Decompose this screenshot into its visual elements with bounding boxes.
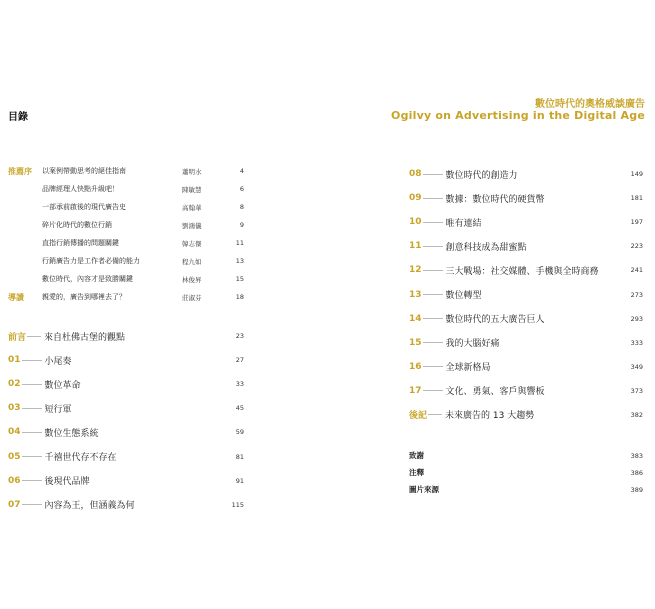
spacer (409, 427, 643, 447)
entry-page: 383 (630, 451, 643, 460)
toc-entry[interactable] (409, 464, 643, 481)
toc-entry[interactable] (8, 420, 244, 444)
toc-entry[interactable] (409, 210, 643, 234)
entry-page: 45 (235, 404, 244, 413)
toc-entry[interactable] (409, 186, 643, 210)
entry-title: 數位時代，內容才是致勝關鍵 (42, 275, 133, 283)
entry-label: 推薦序 (8, 166, 32, 176)
toc-entry[interactable] (409, 355, 643, 379)
leader-line (423, 270, 443, 271)
chapter-title: 數據：數位時代的硬貨幣 (445, 194, 545, 205)
chapter-title: 文化、勇氣、客戶與響板 (445, 387, 545, 398)
chapter-number: 後記 (409, 411, 428, 422)
entry-title: 品牌經理人快點升級吧！ (42, 185, 119, 193)
leader-line (22, 504, 42, 505)
chapter-number: 02 (8, 379, 21, 390)
entry-label: 注釋 (409, 468, 424, 478)
toc-entry[interactable] (8, 469, 244, 493)
toc-entry[interactable] (8, 198, 244, 216)
entry-page: 4 (239, 167, 244, 175)
toc-entry[interactable] (8, 348, 244, 372)
chapter-title: 全球新格局 (445, 363, 491, 374)
leader-line (423, 174, 443, 175)
entry-label: 圖片來源 (409, 485, 439, 495)
toc-entry[interactable] (8, 444, 244, 468)
chapter-title: 來自杜佛古堡的觀點 (44, 332, 126, 343)
toc-entry[interactable] (8, 288, 244, 306)
entry-title: 碎片化時代的數位行銷 (42, 221, 112, 229)
chapter-title: 數位革命 (44, 380, 81, 391)
entry-label: 導讀 (8, 292, 24, 302)
toc-entry[interactable] (8, 162, 244, 180)
entry-title: 以案例帶動思考的絕佳指南 (42, 167, 126, 175)
leader-line (423, 222, 443, 223)
leader-line (27, 336, 41, 337)
leader-line (22, 480, 42, 481)
toc-entry[interactable] (409, 282, 643, 306)
entry-page: 11 (235, 239, 244, 247)
entry-page: 382 (630, 410, 643, 419)
entry-title: 一部承前啟後的現代廣告史 (42, 203, 126, 211)
chapter-number: 04 (8, 427, 21, 438)
toc-entry[interactable] (8, 180, 244, 198)
chapter-number: 16 (409, 361, 422, 372)
chapter-title: 未來廣告的 13 大趨勢 (445, 411, 535, 422)
entry-page: 91 (235, 476, 244, 485)
toc-entry[interactable] (8, 270, 244, 288)
chapter-number: 前言 (8, 332, 27, 343)
entry-title: 親愛的，廣告到哪裡去了？ (42, 293, 126, 301)
entry-author: 高翰華 (182, 203, 202, 212)
chapter-number: 12 (409, 265, 422, 276)
entry-page: 59 (235, 428, 244, 437)
chapter-title: 數位時代的五大廣告巨人 (445, 315, 545, 326)
entry-author: 程九如 (182, 257, 202, 266)
toc-entry[interactable] (409, 481, 643, 498)
entry-label: 致謝 (409, 451, 424, 461)
leader-line (22, 432, 42, 433)
leader-line (22, 456, 42, 457)
chapter-title: 小尾奏 (44, 356, 72, 367)
entry-page: 115 (231, 500, 244, 509)
toc-entry[interactable] (409, 258, 643, 282)
entry-page: 23 (235, 332, 244, 341)
leader-line (423, 198, 443, 199)
entry-page: 373 (630, 386, 643, 395)
toc-entry[interactable] (8, 324, 244, 348)
leader-line (423, 390, 443, 391)
chapter-title: 後現代品牌 (44, 477, 90, 488)
toc-entry[interactable] (409, 447, 643, 464)
chapter-number: 13 (409, 289, 422, 300)
entry-page: 293 (630, 314, 643, 323)
toc-entry[interactable] (409, 307, 643, 331)
entry-page: 386 (630, 468, 643, 477)
entry-author: 林俊昇 (182, 275, 202, 284)
toc-entry[interactable] (8, 216, 244, 234)
chapter-title: 三大戰場：社交媒體、手機與全時商務 (445, 266, 599, 277)
preface-list (8, 162, 244, 306)
toc-entry[interactable] (409, 234, 643, 258)
chapter-title: 短行軍 (44, 404, 72, 415)
toc-entry[interactable] (409, 379, 643, 403)
entry-page: 197 (630, 218, 643, 227)
chapter-title: 數位時代的創造力 (445, 170, 518, 181)
chapter-number: 03 (8, 403, 21, 414)
chapter-number: 05 (8, 451, 21, 462)
entry-page: 349 (630, 362, 643, 371)
chapter-list-right (409, 162, 643, 427)
chapter-number: 09 (409, 193, 422, 204)
entry-page: 9 (239, 221, 244, 229)
chapter-number: 15 (409, 337, 422, 348)
entry-page: 389 (630, 485, 643, 494)
entry-page: 149 (630, 170, 643, 179)
toc-entry[interactable] (8, 372, 244, 396)
leader-line (22, 384, 42, 385)
leader-line (22, 408, 42, 409)
leader-line (22, 360, 42, 361)
entry-page: 33 (235, 380, 244, 389)
entry-page: 27 (235, 356, 244, 365)
chapter-number: 08 (409, 169, 422, 180)
spacer (8, 306, 244, 324)
toc-right-column (409, 162, 643, 498)
book-title-english: Ogilvy on Advertising in the Digital Age (391, 109, 645, 122)
leader-line (423, 342, 443, 343)
entry-page: 181 (630, 194, 643, 203)
chapter-title: 我的大腦好痛 (445, 339, 500, 350)
chapter-number: 14 (409, 313, 422, 324)
entry-page: 6 (239, 185, 244, 193)
toc-entry[interactable] (409, 162, 643, 186)
book-title-chinese: 數位時代的奧格威談廣告 (535, 99, 645, 110)
chapter-title: 唯有連結 (445, 218, 482, 229)
toc-entry[interactable] (8, 396, 244, 420)
chapter-title: 創意科技成為甜蜜點 (445, 242, 527, 253)
leader-line (428, 414, 442, 415)
endmatter-list (409, 447, 643, 498)
chapter-number: 11 (409, 241, 422, 252)
leader-line (423, 318, 443, 319)
toc-title: 目錄 (8, 112, 28, 123)
entry-title: 行銷廣告力是工作者必備的能力 (42, 257, 140, 265)
leader-line (423, 294, 443, 295)
toc-entry[interactable] (8, 234, 244, 252)
toc-entry[interactable] (409, 403, 643, 427)
chapter-number: 17 (409, 385, 422, 396)
entry-page: 333 (630, 338, 643, 347)
toc-entry[interactable] (8, 252, 244, 270)
entry-page: 81 (235, 452, 244, 461)
chapter-number: 01 (8, 355, 21, 366)
chapter-title: 數位生態系統 (44, 428, 99, 439)
entry-author: 劉鴻儀 (182, 221, 202, 230)
leader-line (423, 366, 443, 367)
entry-page: 241 (630, 266, 643, 275)
entry-page: 18 (235, 293, 244, 301)
entry-page: 13 (235, 257, 244, 265)
toc-entry[interactable] (8, 493, 244, 517)
entry-title: 直指行銷傳播的問題關鍵 (42, 239, 119, 247)
entry-author: 蕭明水 (182, 167, 202, 176)
chapter-number: 10 (409, 217, 422, 228)
entry-page: 223 (630, 242, 643, 251)
entry-page: 273 (630, 290, 643, 299)
toc-entry[interactable] (409, 331, 643, 355)
entry-page: 15 (235, 275, 244, 283)
entry-author: 陳敏慧 (182, 185, 202, 194)
toc-left-column (8, 162, 244, 517)
chapter-title: 千禧世代存不存在 (44, 453, 117, 464)
chapter-title: 內容為王，但涵義為何 (44, 501, 135, 512)
chapter-number: 06 (8, 475, 21, 486)
leader-line (423, 246, 443, 247)
chapter-list-left (8, 324, 244, 517)
entry-author: 莊淑芬 (182, 293, 202, 302)
entry-page: 8 (239, 203, 244, 211)
entry-author: 韓志傑 (182, 239, 202, 248)
chapter-number: 07 (8, 499, 21, 510)
chapter-title: 數位轉型 (445, 291, 482, 302)
